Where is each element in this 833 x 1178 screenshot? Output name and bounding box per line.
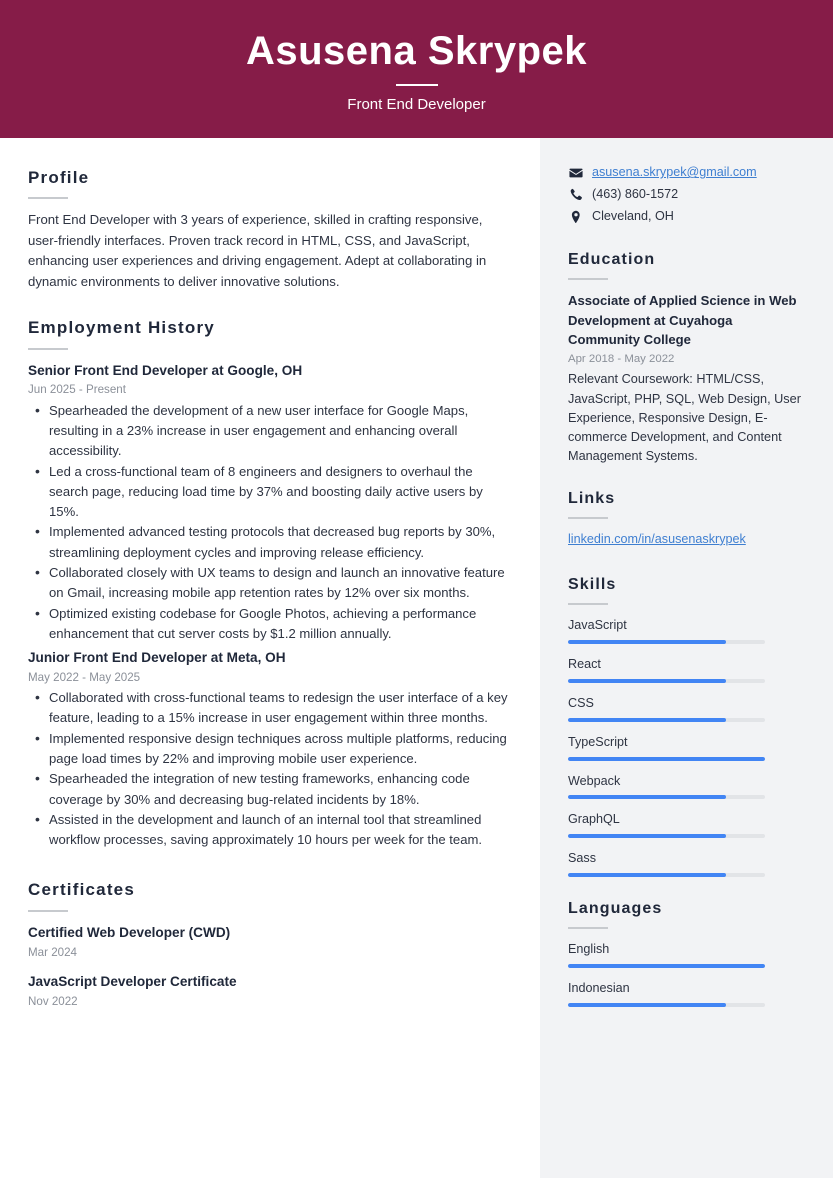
contact-row-email — [568, 164, 805, 182]
resume-body — [0, 138, 833, 1178]
certificate-date: Mar 2024 — [28, 945, 77, 959]
job-bullet: • Spearheaded the development of a new user interface for Google Maps, resulting in a 23% increase in user engagement and enhancing overall accessibility. — [28, 401, 512, 462]
language-level-fill — [568, 964, 765, 968]
job-title: Senior Front End Developer at Google, OH — [28, 362, 303, 378]
skill-item — [568, 694, 805, 722]
phone-number: (463) 860-1572 — [592, 187, 679, 202]
job-bullet: • Optimized existing codebase for Google Photos, achieving a performance enhancement that cut server costs by $1.2 million annually. — [28, 604, 512, 645]
candidate-name: Asusena Skrypek — [245, 29, 587, 73]
job-bullet: • Implemented responsive design techniques across multiple platforms, reducing page load times by 22% and improving mobile user experience. — [28, 729, 512, 770]
skill-level-fill — [568, 640, 726, 644]
certificates-heading: Certificates — [28, 880, 135, 900]
job-bullet: • Assisted in the development and launch of an internal tool that streamlined workflow processes, saving approximately 10 hours per week for the team. — [28, 810, 512, 851]
education-heading: Education — [568, 251, 656, 268]
job-date: May 2022 - May 2025 — [28, 670, 141, 684]
heading-rule — [28, 348, 68, 350]
skill-level-track — [568, 873, 765, 877]
skill-level-fill — [568, 679, 726, 683]
job-bullet-list — [28, 688, 512, 850]
skill-level-fill — [568, 873, 726, 877]
section-education — [568, 250, 805, 467]
skill-level-track — [568, 640, 765, 644]
job-bullet: • Implemented advanced testing protocols that decreased bug reports by 30%, streamlining deployment cycles and improving release efficiency. — [28, 522, 512, 563]
skill-label: React — [568, 656, 601, 671]
contact-row-phone — [568, 186, 805, 204]
linkedin-link[interactable]: linkedin.com/in/asusenaskrypek — [568, 531, 746, 546]
skill-level-track — [568, 834, 765, 838]
location-pin-icon — [568, 210, 583, 225]
employment-heading: Employment History — [28, 318, 215, 338]
skill-item — [568, 733, 805, 761]
job-bullet: • Collaborated with cross-functional teams to redesign the user interface of a key feature, leading to a 15% increase in user engagement within three months. — [28, 688, 512, 729]
skill-level-track — [568, 757, 765, 761]
language-label: English — [568, 942, 610, 957]
languages-list — [568, 940, 805, 1007]
skill-label: Webpack — [568, 773, 621, 788]
skill-item — [568, 810, 805, 838]
skill-level-fill — [568, 795, 726, 799]
section-skills — [568, 575, 805, 877]
certificate-entry — [28, 972, 512, 1010]
section-links — [568, 489, 805, 549]
heading-rule — [568, 927, 608, 929]
skill-level-track — [568, 679, 765, 683]
certificate-title: JavaScript Developer Certificate — [28, 973, 237, 989]
header-divider — [396, 84, 438, 86]
main-column — [0, 138, 540, 1178]
skill-label: JavaScript — [568, 617, 627, 632]
section-profile — [28, 168, 512, 292]
job-bullet: • Collaborated closely with UX teams to design and launch an innovative feature on Gmail, increasing mobile app retention rates by 12% over six months. — [28, 563, 512, 604]
section-languages — [568, 899, 805, 1007]
sidebar-column — [540, 138, 833, 1178]
skill-item — [568, 655, 805, 683]
heading-rule — [28, 910, 68, 912]
heading-rule — [568, 278, 608, 280]
language-level-fill — [568, 1003, 726, 1007]
education-date: Apr 2018 - May 2022 — [568, 353, 675, 366]
skill-level-fill — [568, 718, 726, 722]
skill-item — [568, 849, 805, 877]
skill-level-track — [568, 795, 765, 799]
envelope-icon — [568, 166, 583, 181]
languages-heading: Languages — [568, 900, 663, 918]
job-bullet: • Led a cross-functional team of 8 engineers and designers to overhaul the search page, reducing load time by 37% and boosting daily active users by 15%. — [28, 462, 512, 523]
contact-row-location — [568, 208, 805, 226]
job-bullet-list — [28, 401, 512, 644]
skill-label: Sass — [568, 851, 596, 866]
section-employment-history — [28, 318, 512, 850]
skill-label: GraphQL — [568, 812, 620, 827]
skill-level-fill — [568, 834, 726, 838]
skill-level-fill — [568, 757, 765, 761]
job-entry — [28, 361, 512, 644]
skill-level-track — [568, 718, 765, 722]
certificate-date: Nov 2022 — [28, 994, 78, 1008]
section-certificates — [28, 880, 512, 1010]
job-entry — [28, 648, 512, 850]
language-level-track — [568, 964, 765, 968]
skill-item — [568, 772, 805, 800]
job-date: Jun 2025 - Present — [28, 383, 126, 397]
certificate-title: Certified Web Developer (CWD) — [28, 924, 231, 940]
candidate-job-title: Front End Developer — [347, 96, 486, 113]
heading-rule — [28, 197, 68, 199]
location-text: Cleveland, OH — [592, 209, 674, 224]
phone-icon — [568, 188, 583, 203]
links-heading: Links — [568, 489, 616, 507]
profile-heading: Profile — [28, 168, 90, 187]
skills-list — [568, 616, 805, 877]
skill-item — [568, 616, 805, 644]
certificate-entry — [28, 923, 512, 961]
language-item — [568, 979, 805, 1007]
heading-rule — [568, 603, 608, 605]
skill-label: CSS — [568, 695, 594, 710]
profile-text: Front End Developer with 3 years of experience, skilled in crafting responsive, user-friendly interfaces. Proven track record in HTML, CSS, and JavaScript, enhancing user experiences and driving engagement. Adept at collaborating in dynamic environments to deliver innovative solutions. — [28, 212, 487, 289]
education-description: Relevant Coursework: HTML/CSS, JavaScript, PHP, SQL, Web Design, User Experience, Responsive Design, E-commerce Development, and Content Management Systems. — [568, 372, 801, 464]
language-level-track — [568, 1003, 765, 1007]
contact-info-list — [568, 164, 805, 226]
language-label: Indonesian — [568, 981, 630, 996]
education-title: Associate of Applied Science in Web Development at Cuyahoga Community College — [568, 293, 797, 348]
job-bullet: • Spearheaded the integration of new testing frameworks, enhancing code coverage by 30% and decreasing bug-related incidents by 18%. — [28, 769, 512, 810]
language-item — [568, 940, 805, 968]
skills-heading: Skills — [568, 575, 617, 593]
job-title: Junior Front End Developer at Meta, OH — [28, 650, 286, 666]
email-link[interactable]: asusena.skrypek@gmail.com — [592, 165, 757, 180]
skill-label: TypeScript — [568, 734, 628, 749]
heading-rule — [568, 517, 608, 519]
resume-header — [0, 0, 833, 138]
